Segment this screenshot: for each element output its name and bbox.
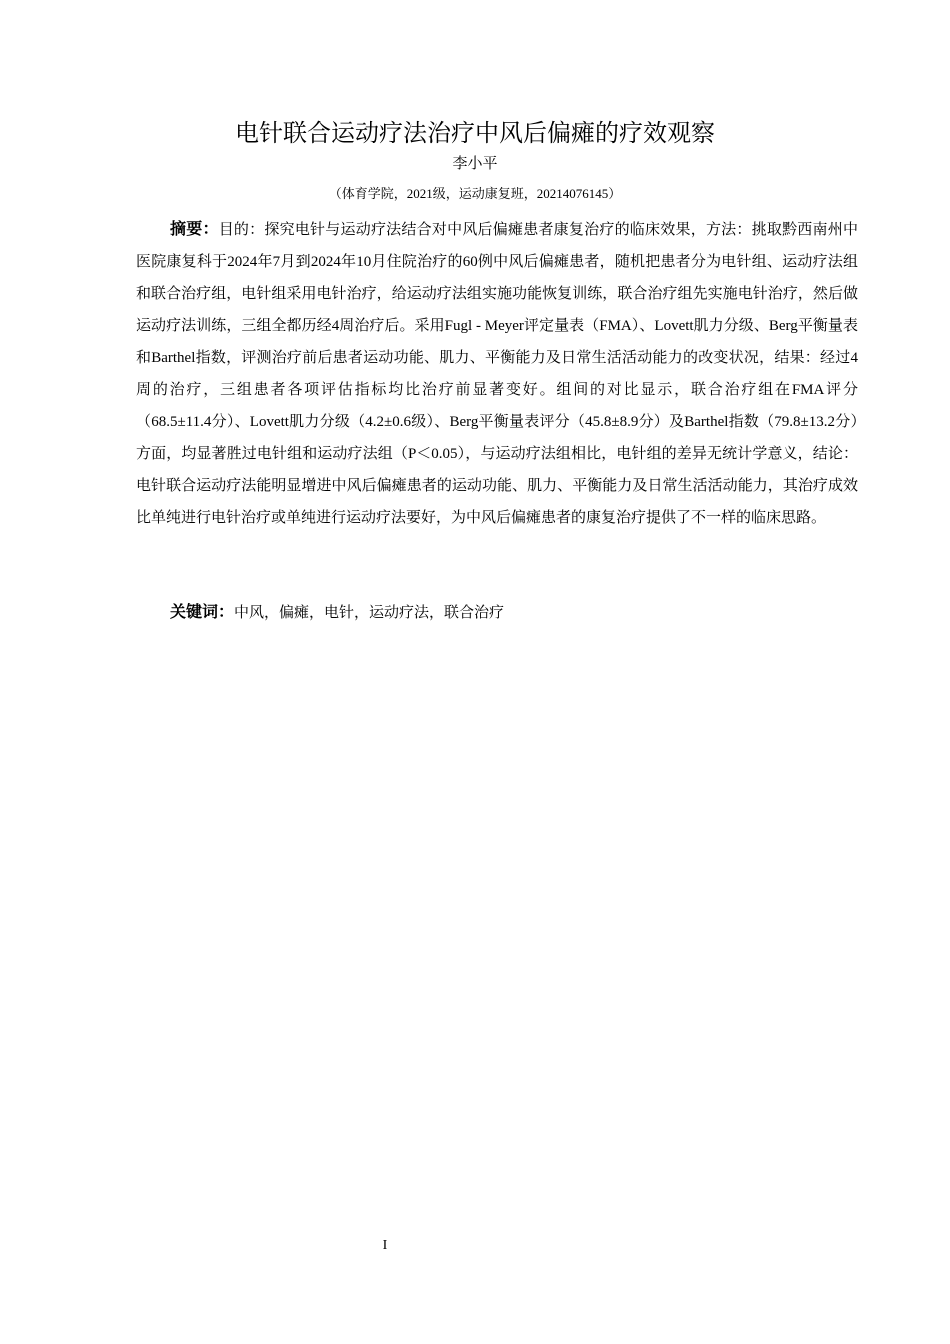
abstract-paragraph bbox=[136, 213, 858, 534]
page-number: I bbox=[382, 1238, 388, 1253]
author-affiliation: （体育学院，2021级，运动康复班，20214076145） bbox=[328, 186, 622, 201]
keywords-line bbox=[170, 596, 504, 629]
keywords-label: 关键词： bbox=[170, 602, 235, 621]
keywords-text: 中风，偏瘫，电针，运动疗法，联合治疗 bbox=[234, 605, 505, 621]
abstract-text: 目的：探究电针与运动疗法结合对中风后偏瘫患者康复治疗的临床效果，方法：挑取黔西南州中医院康复科于2024年7月到2024年10月住院治疗的60例中风后偏瘫患者，随机把患者分为电针组、运动疗法组和联合治疗组，电针组采用电针治疗，给运动疗法组实施功能恢复训练，联合治疗组先实施电针治疗，然后做运动疗法训练，三组全都历经4周治疗后。采用Fugl - Meyer评定量表（FMA）、Lovett肌力分级、Berg平衡量表和Barthel指数，评测治疗前后患者运动功能、肌力、平衡能力及日常生活活动能力的改变状况，结果：经过4周的治疗，三组患者各项评估指标均比治疗前显著变好。组间的对比显示，联合治疗组在FMA评分（68.5±11.4分）、Lovett肌力分级（4.2±0.6级）、Berg平衡量表评分（45.8±8.9分）及Barthel指数（79.8±13.2分）方面，均显著胜过电针组和运动疗法组（P＜0.05），与运动疗法组相比，电针组的差异无统计学意义，结论：电针联合运动疗法能明显增进中风后偏瘫患者的运动功能、肌力、平衡能力及日常生活活动能力，其治疗成效比单纯进行电针治疗或单纯进行运动疗法要好，为中风后偏瘫患者的康复治疗提供了不一样的临床思路。 bbox=[136, 222, 858, 526]
abstract-label: 摘要： bbox=[170, 219, 219, 238]
author-name: 李小平 bbox=[452, 154, 498, 172]
paper-title: 电针联合运动疗法治疗中风后偏瘫的疗效观察 bbox=[235, 119, 715, 147]
